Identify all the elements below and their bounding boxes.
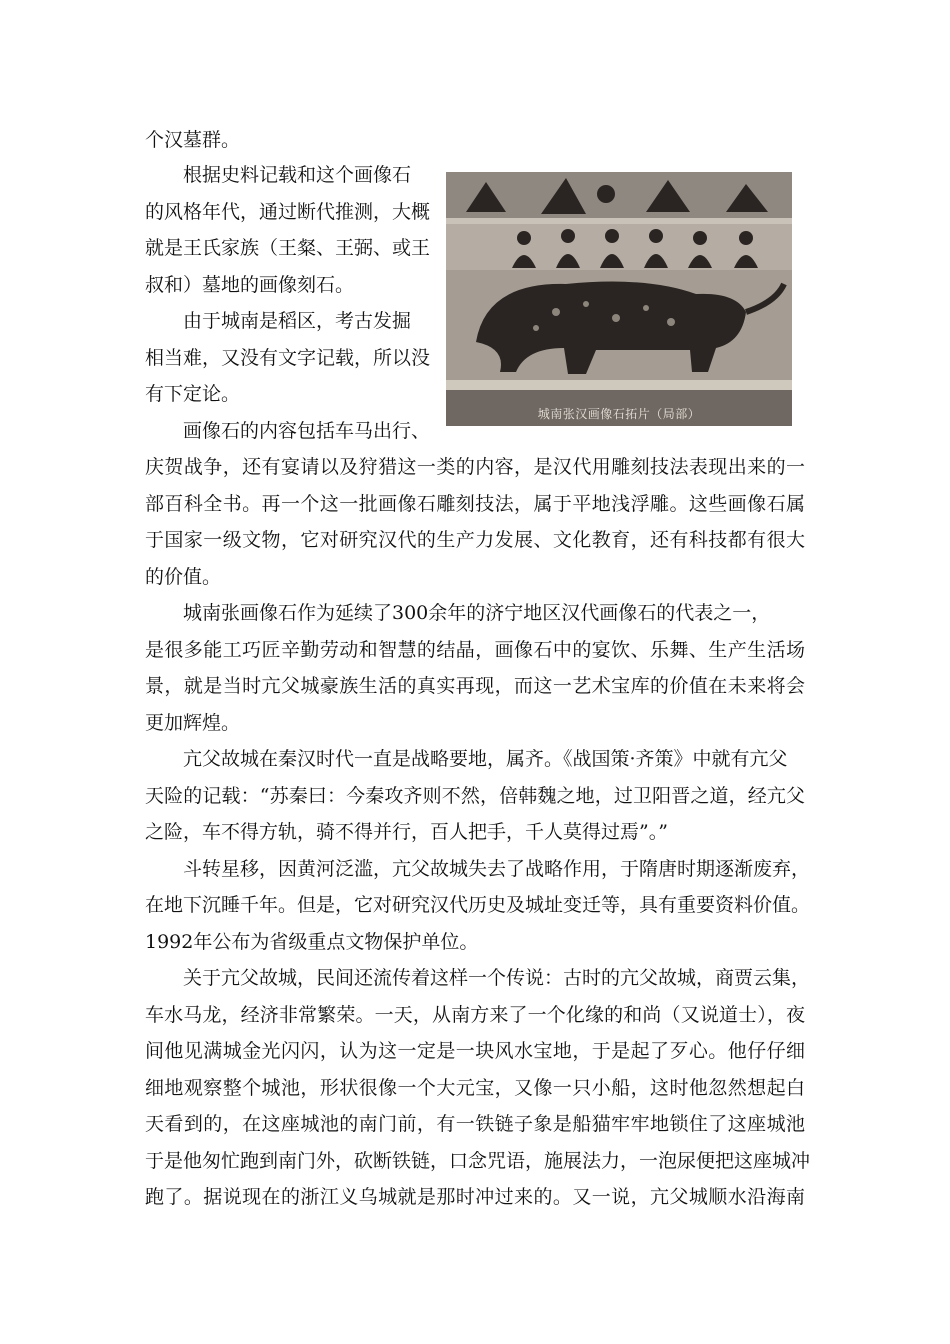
text-line: 细地观察整个城池，形状很像一个大元宝，又像一只小船，这时他忽然想起白 <box>145 1077 805 1099</box>
text-line: 亢父故城在秦汉时代一直是战略要地，属齐。《战国策·齐策》中就有亢父 <box>183 748 788 770</box>
text-line: 的价值。 <box>145 566 222 588</box>
text-line: 跑了。据说现在的浙江义乌城就是那时冲过来的。又一说，亢父城顺水沿海南 <box>145 1186 805 1208</box>
stone-rubbing-image <box>446 172 792 426</box>
text-line: 关于亢父故城，民间还流传着这样一个传说：古时的亢父故城，商贾云集， <box>183 967 811 989</box>
text-line: 部百科全书。再一个这一批画像石雕刻技法，属于平地浅浮雕。这些画像石属 <box>145 493 805 515</box>
text-line: 于是他匆忙跑到南门外，砍断铁链，口念咒语，施展法力，一泡尿便把这座城冲 <box>145 1150 811 1172</box>
text-line: 个汉墓群。 <box>145 129 241 151</box>
text-line: 间他见满城金光闪闪，认为这一定是一块风水宝地，于是起了歹心。他仔仔细 <box>145 1040 805 1062</box>
text-line: 在地下沉睡千年。但是，它对研究汉代历史及城址变迁等，具有重要资料价值。 <box>145 894 811 916</box>
text-line: 画像石的内容包括车马出行、 <box>183 420 431 442</box>
text-line: 之险，车不得方轨，骑不得并行，百人把手，千人莫得过焉”。” <box>145 821 668 843</box>
text-line: 1992年公布为省级重点文物保护单位。 <box>145 931 479 953</box>
figure-caption: 城南张汉画像石拓片（局部） <box>537 407 701 421</box>
rubbing-photo <box>446 172 792 426</box>
text-line: 有下定论。 <box>145 383 241 405</box>
text-line: 景，就是当时亢父城豪族生活的真实再现，而这一艺术宝库的价值在未来将会 <box>145 675 805 697</box>
text-line: 更加辉煌。 <box>145 712 241 734</box>
text-line: 车水马龙，经济非常繁荣。一天，从南方来了一个化缘的和尚（又说道士），夜 <box>145 1004 805 1026</box>
text-line: 城南张画像石作为延续了300余年的济宁地区汉代画像石的代表之一， <box>183 602 771 624</box>
text-line: 叔和）墓地的画像刻石。 <box>145 274 355 296</box>
text-line: 天险的记载：“苏秦曰：今秦攻齐则不然，倍韩魏之地，过卫阳晋之道，经亢父 <box>145 785 805 807</box>
text-line: 就是王氏家族（王粲、王弼、或王 <box>145 237 431 259</box>
text-line: 庆贺战争，还有宴请以及狩猎这一类的内容，是汉代用雕刻技法表现出来的一 <box>145 456 805 478</box>
text-line: 根据史料记载和这个画像石 <box>183 164 412 186</box>
text-line: 是很多能工巧匠辛勤劳动和智慧的结晶，画像石中的宴饮、乐舞、生产生活场 <box>145 639 805 661</box>
text-line: 天看到的，在这座城池的南门前，有一铁链子象是船猫牢牢地锁住了这座城池 <box>145 1113 805 1135</box>
text-line: 于国家一级文物，它对研究汉代的生产力发展、文化教育，还有科技都有很大 <box>145 529 805 551</box>
text-line: 由于城南是稻区，考古发掘 <box>183 310 412 332</box>
text-line: 相当难，又没有文字记载，所以没 <box>145 347 431 369</box>
text-line: 斗转星移，因黄河泛滥，亢父故城失去了战略作用，于隋唐时期逐渐废弃， <box>183 858 811 880</box>
text-line: 的风格年代，通过断代推测，大概 <box>145 201 431 223</box>
